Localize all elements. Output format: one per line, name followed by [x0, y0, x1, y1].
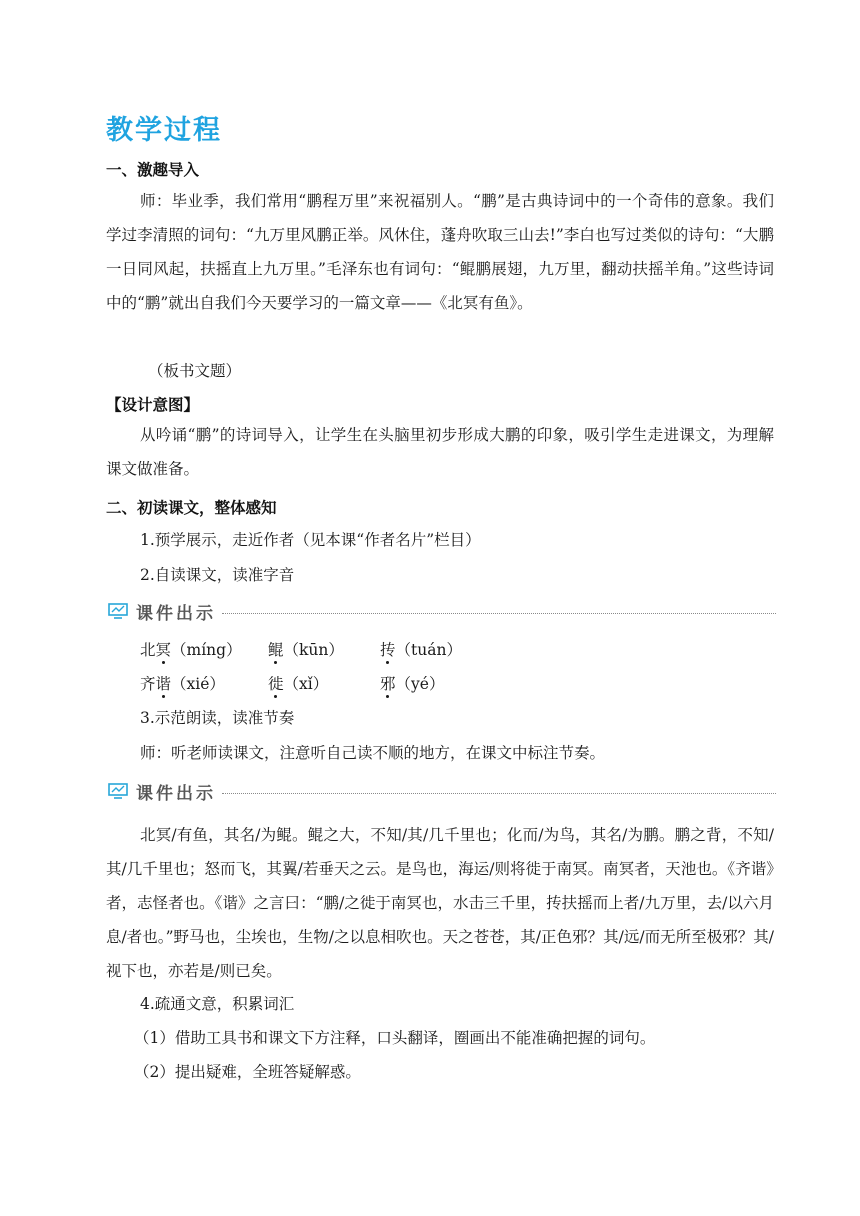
- step-2: 2.自读课文，读准字音: [140, 566, 295, 584]
- presentation-icon: [108, 603, 128, 619]
- board-note: （板书文题）: [148, 362, 242, 380]
- intro-paragraph: 师：毕业季，我们常用“鹏程万里”来祝福别人。“鹏”是古典诗词中的一个奇伟的意象。我们学过李清照的词句：“九万里风鹏正举。风休住，蓬舟吹取三山去!”李白也写过类似的诗句：“大鹏一日同风起，扶摇直上九万里。”毛泽东也有词句：“鲲鹏展翅，九万里，翻动扶摇羊角。”这些诗词中的“鹏”就出自我们今天要学习的一篇文章——《北冥有鱼》。: [106, 192, 774, 312]
- design-heading: 【设计意图】: [106, 396, 200, 414]
- step-1: 1.预学展示，走近作者（见本课“作者名片”栏目）: [140, 531, 481, 549]
- pinyin-item: 徙（xǐ）: [268, 675, 329, 693]
- dotted-rule: [222, 613, 776, 614]
- pinyin-item: 抟（tuán）: [380, 641, 462, 659]
- presentation-icon: [108, 783, 128, 799]
- sub-step-1: （1）借助工具书和课文下方注释，口头翻译，圈画出不能准确把握的词句。: [134, 1029, 656, 1047]
- teacher-instruction: 师：听老师读课文，注意听自己读不顺的地方，在课文中标注节奏。: [140, 744, 606, 762]
- courseware-label: 课件出示: [136, 783, 216, 804]
- section-heading-2: 二、初读课文，整体感知: [106, 499, 277, 517]
- courseware-label: 课件出示: [136, 603, 216, 624]
- courseware-banner-2: [108, 780, 776, 802]
- design-paragraph: 从吟诵“鹏”的诗词导入，让学生在头脑里初步形成大鹏的印象，吸引学生走进课文，为理解课文做准备。: [106, 426, 774, 478]
- section-heading-1: 一、激趣导入: [106, 161, 200, 179]
- page-title: 教学过程: [106, 115, 222, 146]
- pinyin-row-1: [140, 638, 462, 660]
- step-4: 4.疏通文意，积累词汇: [140, 995, 295, 1013]
- pinyin-item: 北冥（míng）: [140, 641, 242, 659]
- step-3: 3.示范朗读，读准节奏: [140, 709, 295, 727]
- pinyin-row-2: [140, 672, 444, 694]
- pinyin-item: 齐谐（xié）: [140, 675, 225, 693]
- classical-text: 北冥/有鱼，其名/为鲲。鲲之大，不知/其/几千里也；化而/为鸟，其名/为鹏。鹏之背，不知/其/几千里也；怒而飞，其翼/若垂天之云。是鸟也，海运/则将徙于南冥。南冥者，天池也。《齐谐》者，志怪者也。《谐》之言曰：“鹏/之徙于南冥也，水击三千里，抟扶摇而上者/九万里，去/以六月息/者也。”野马也，尘埃也，生物/之以息相吹也。天之苍苍，其/正色邪？其/远/而无所至极邪？其/视下也，亦若是/则已矣。: [106, 826, 774, 980]
- pinyin-item: 鲲（kūn）: [268, 641, 344, 659]
- pinyin-item: 邪（yé）: [380, 675, 445, 693]
- courseware-banner-1: [108, 600, 776, 622]
- sub-step-2: （2）提出疑难，全班答疑解惑。: [134, 1063, 361, 1081]
- dotted-rule: [222, 793, 776, 794]
